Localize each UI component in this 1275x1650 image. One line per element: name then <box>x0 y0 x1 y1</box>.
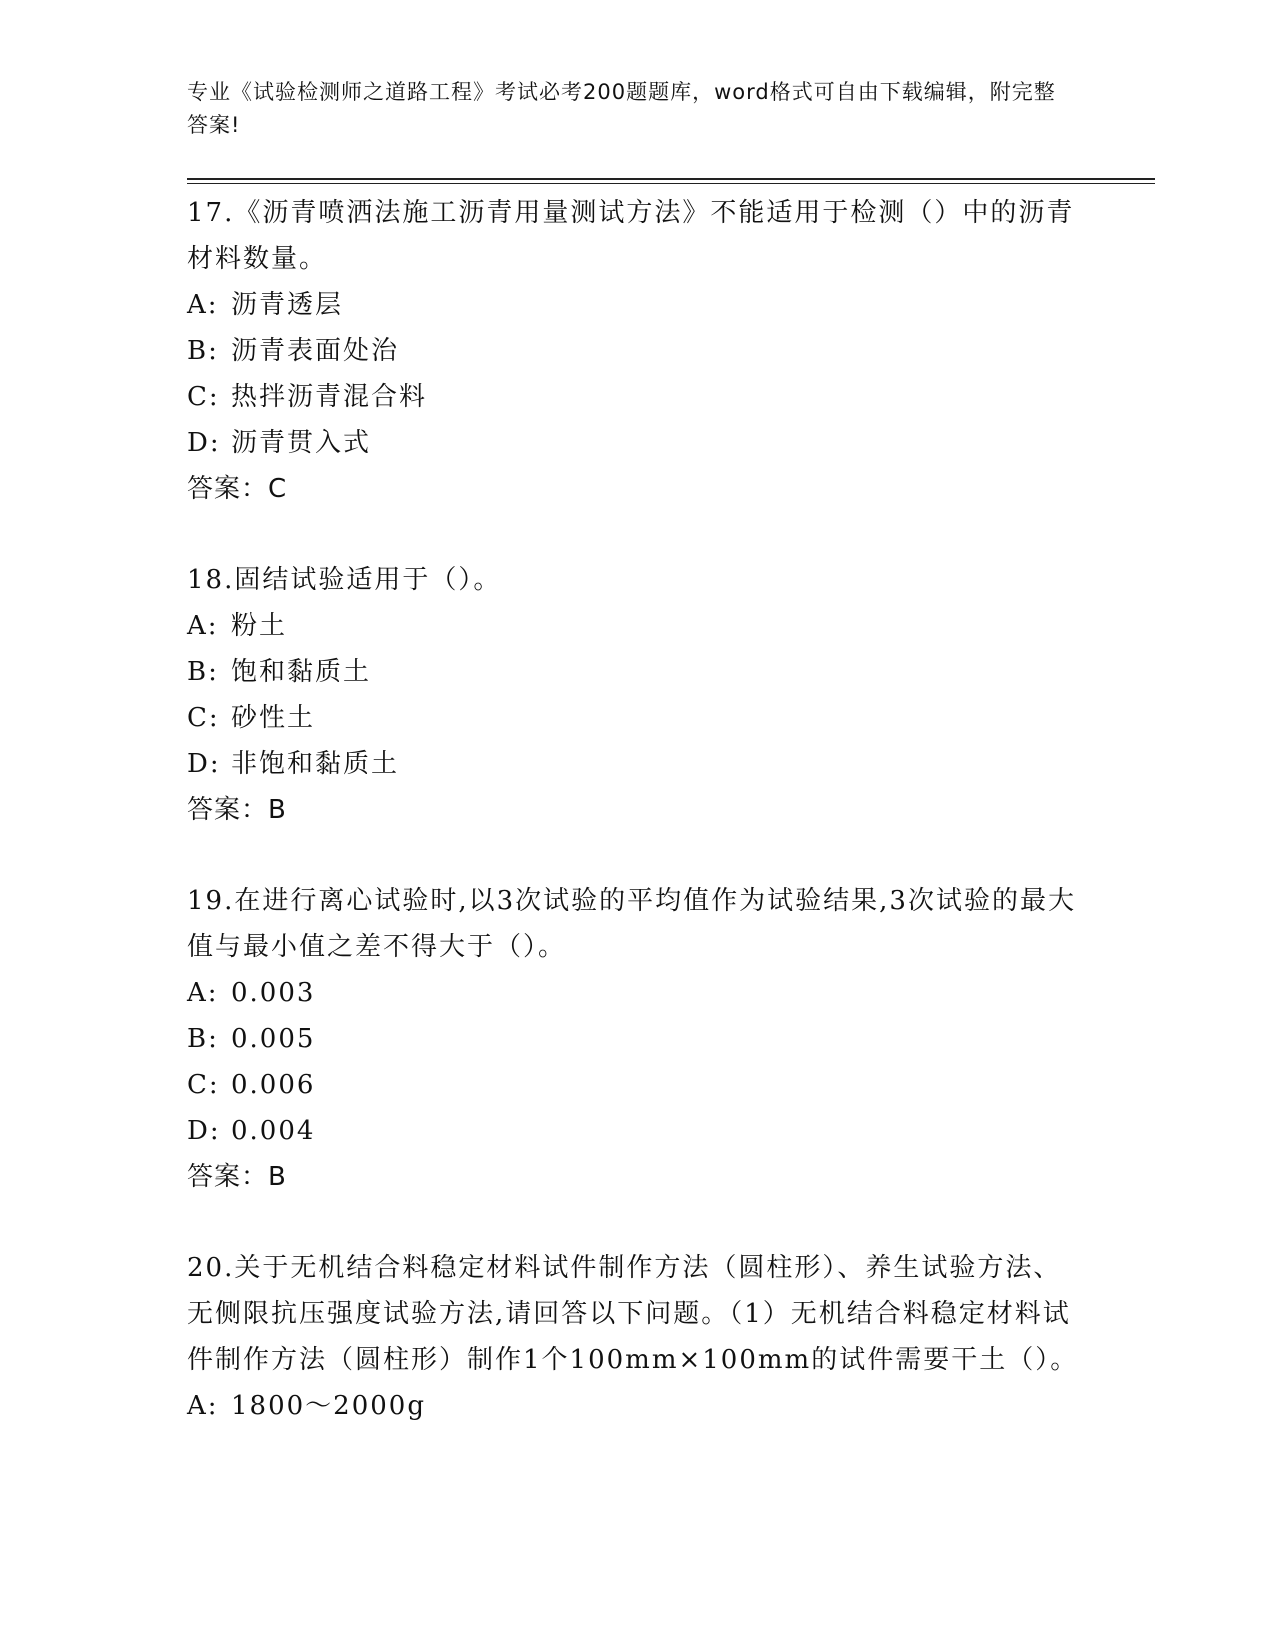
question-stem: 18.固结试验适用于（）。 <box>187 565 502 595</box>
option-a <box>187 282 1087 328</box>
option-a <box>187 603 1087 649</box>
document-header: 专业《试验检测师之道路工程》考试必考200题题库，word格式可自由下载编辑，附完整答案! <box>187 80 1056 137</box>
option-text: 0.003 <box>231 978 316 1008</box>
option-text: 热拌沥青混合料 <box>231 382 428 412</box>
header-divider-thin <box>187 183 1155 184</box>
option-text: 饱和黏质土 <box>231 657 372 687</box>
question-18 <box>187 557 1087 833</box>
option-letter: C: <box>187 382 220 412</box>
option-letter: C: <box>187 703 220 733</box>
question-stem: 19.在进行离心试验时,以3次试验的平均值作为试验结果,3次试验的最大值与最小值之差不得大于（）。 <box>187 886 1076 962</box>
question-19 <box>187 878 1087 1200</box>
option-text: 砂性土 <box>231 703 316 733</box>
question-stem: 20.关于无机结合料稳定材料试件制作方法（圆柱形）、养生试验方法、无侧限抗压强度试验方法,请回答以下问题。（1）无机结合料稳定材料试件制作方法（圆柱形）制作1个100mm×100mm的试件需要干土（）。 <box>187 1253 1079 1375</box>
option-letter: D: <box>187 1116 221 1146</box>
answer-line: 答案：C <box>187 474 288 504</box>
option-text: 0.005 <box>231 1024 316 1054</box>
option-c <box>187 374 1087 420</box>
option-letter: A: <box>187 978 219 1008</box>
answer-line: 答案：B <box>187 1162 287 1192</box>
question-list <box>187 190 1087 1474</box>
option-letter: A: <box>187 290 219 320</box>
option-d <box>187 741 1087 787</box>
option-text: 非饱和黏质土 <box>231 749 400 779</box>
option-text: 沥青贯入式 <box>231 428 372 458</box>
option-text: 0.004 <box>231 1116 316 1146</box>
option-c <box>187 695 1087 741</box>
option-letter: B: <box>187 657 219 687</box>
header-divider-thick <box>187 178 1155 180</box>
option-letter: A: <box>187 611 219 641</box>
option-d <box>187 1108 1087 1154</box>
question-stem: 17.《沥青喷洒法施工沥青用量测试方法》不能适用于检测（）中的沥青材料数量。 <box>187 198 1075 274</box>
option-text: 1800～2000g <box>231 1391 426 1421</box>
answer-line: 答案：B <box>187 795 287 825</box>
option-b <box>187 328 1087 374</box>
option-d <box>187 420 1087 466</box>
option-text: 粉土 <box>231 611 288 641</box>
option-letter: B: <box>187 336 219 366</box>
option-b <box>187 649 1087 695</box>
option-text: 沥青表面处治 <box>231 336 400 366</box>
option-letter: C: <box>187 1070 220 1100</box>
option-text: 0.006 <box>231 1070 316 1100</box>
option-letter: D: <box>187 749 221 779</box>
question-20 <box>187 1245 1087 1429</box>
option-b <box>187 1016 1087 1062</box>
option-a <box>187 970 1087 1016</box>
question-17 <box>187 190 1087 512</box>
option-c <box>187 1062 1087 1108</box>
option-letter: D: <box>187 428 221 458</box>
option-text: 沥青透层 <box>231 290 344 320</box>
option-letter: B: <box>187 1024 219 1054</box>
option-letter: A: <box>187 1391 219 1421</box>
option-a <box>187 1383 1087 1429</box>
